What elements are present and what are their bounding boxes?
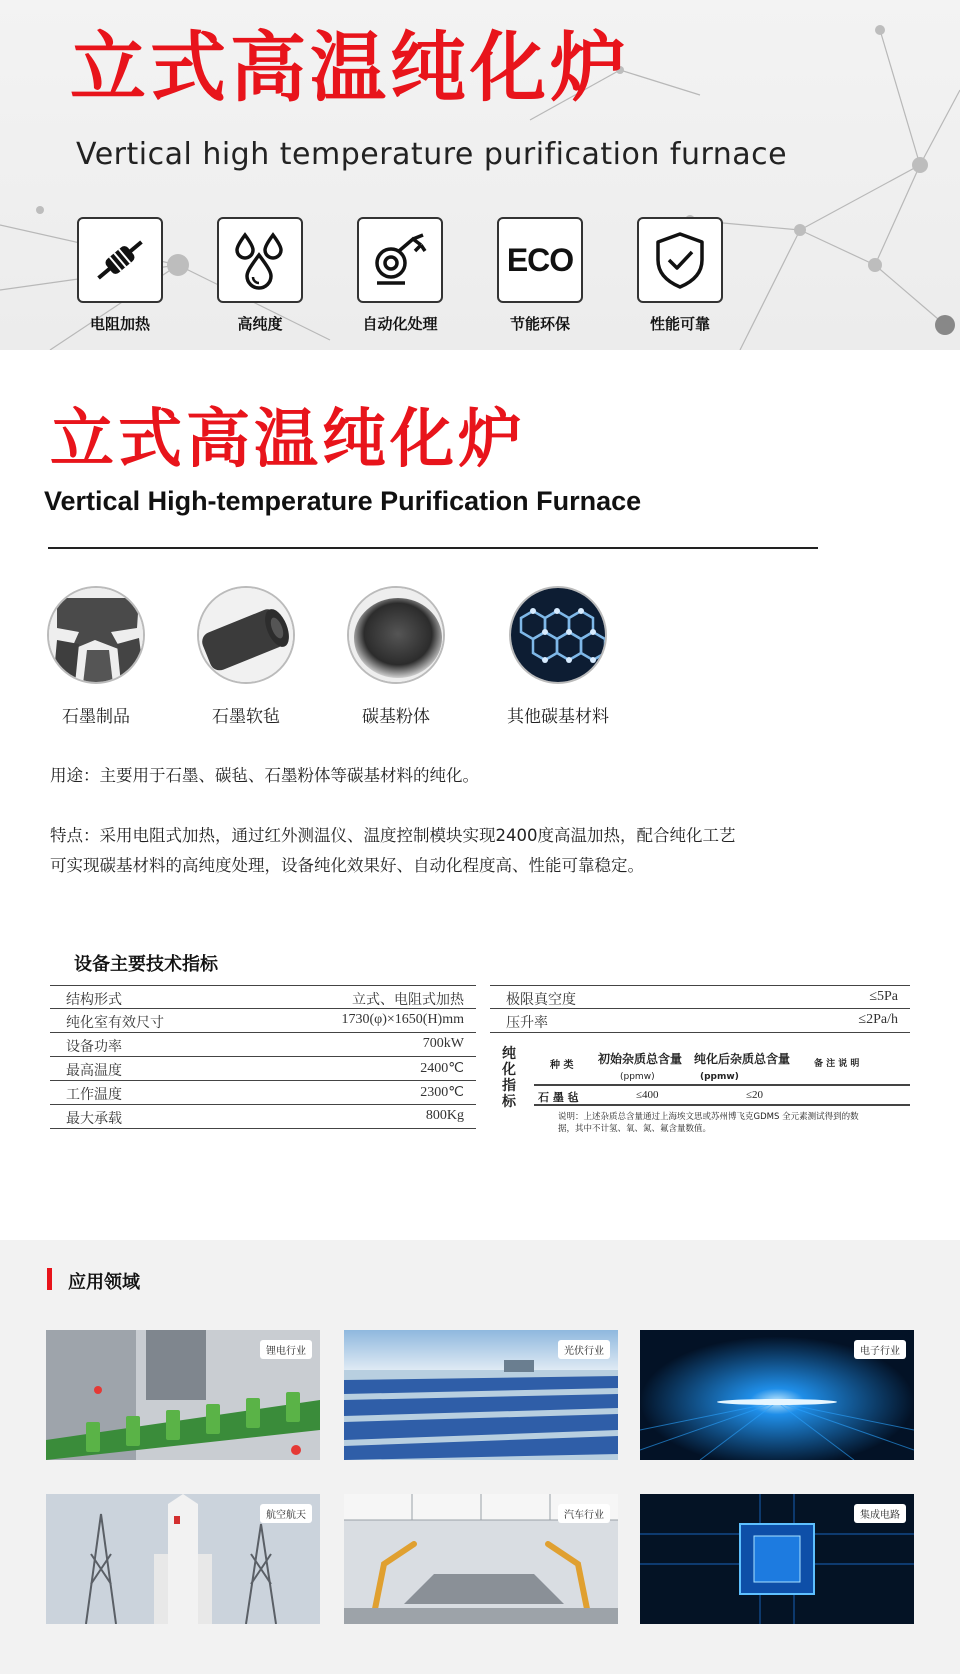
material-graphite-felt	[176, 586, 316, 727]
spec-key: 设备功率	[66, 1040, 122, 1055]
feature-eco	[480, 217, 600, 334]
purity-col-type: 种 类	[550, 1060, 574, 1071]
specs-table-right	[490, 985, 910, 1033]
specs-table-left	[50, 985, 476, 1129]
table-row	[490, 1009, 910, 1033]
spec-key: 结构形式	[66, 993, 122, 1008]
robot-arm-icon	[357, 217, 443, 303]
resistor-icon	[77, 217, 163, 303]
table-row	[50, 1057, 476, 1081]
purity-col-initial: 初始杂质总含量	[598, 1052, 683, 1066]
material-graphite-products	[26, 586, 166, 727]
spec-value: 800Kg	[425, 1108, 464, 1123]
product-title: 立式高温纯化炉	[50, 403, 526, 477]
spec-key: 纯化室有效尺寸	[66, 1016, 164, 1031]
feature-label: 高纯度	[237, 315, 283, 333]
spec-value: ≤5Pa	[869, 989, 898, 1004]
feature-reliability	[620, 217, 740, 334]
table-row	[50, 985, 476, 1009]
feature-label: 节能环保	[509, 315, 570, 333]
purity-rule-top	[534, 1084, 910, 1086]
spec-key: 压升率	[506, 1016, 548, 1031]
section-accent-bar	[47, 1268, 52, 1290]
purity-note-line2: 据，其中不计氢、氧、氮、氟含量数值。	[558, 1124, 712, 1134]
specs-title: 设备主要技术指标	[74, 954, 218, 975]
application-title: 应用领域	[68, 1272, 140, 1293]
material-label: 碳基粉体	[362, 707, 430, 727]
carbon-powder-image	[347, 586, 445, 684]
app-tile-photovoltaic[interactable]	[344, 1330, 618, 1460]
table-row	[50, 1081, 476, 1105]
hero-title: 立式高温纯化炉	[70, 23, 630, 112]
purity-side-label: 纯化指标	[502, 1046, 516, 1110]
feature-automation	[340, 217, 460, 334]
material-other-carbon	[488, 586, 628, 727]
tile-tag: 集成电路	[854, 1504, 906, 1523]
purity-col-after: 纯化后杂质总含量	[694, 1052, 791, 1066]
material-label: 石墨软毡	[212, 707, 280, 727]
spec-value: 2300℃	[420, 1085, 464, 1100]
table-row	[50, 1009, 476, 1033]
hero-banner	[0, 0, 960, 350]
eco-icon	[497, 217, 583, 303]
usage-text: 用途：主要用于石墨、碳毡、石墨粉体等碳基材料的纯化。	[50, 766, 479, 785]
purity-row-type: 石 墨 毡	[538, 1091, 579, 1104]
eco-text: ECO	[506, 241, 574, 278]
product-subtitle: Vertical High-temperature Purification Furnace	[44, 486, 642, 516]
features-text-line1: 特点：采用电阻式加热，通过红外测温仪、温度控制模块实现2400度高温加热，配合纯化工艺	[50, 826, 736, 845]
table-row	[50, 1033, 476, 1057]
purity-row-initial: ≤400	[636, 1089, 659, 1101]
purity-col-note: 备 注 说 明	[814, 1059, 860, 1069]
tile-tag: 光伏行业	[558, 1340, 610, 1359]
feature-label: 性能可靠	[649, 315, 710, 333]
feature-high-purity	[200, 217, 320, 334]
app-tile-lithium[interactable]	[46, 1330, 320, 1460]
spec-value: 1730(φ)×1650(H)mm	[341, 1012, 464, 1027]
tile-tag: 锂电行业	[260, 1340, 312, 1359]
app-tile-aerospace[interactable]	[46, 1494, 320, 1624]
app-tile-electronics[interactable]	[640, 1330, 914, 1460]
feature-resistance-heating	[60, 217, 180, 334]
features-text-line2: 可实现碳基材料的高纯度处理，设备纯化效果好、自动化程度高、性能可靠稳定。	[50, 856, 644, 875]
spec-value: 立式、电阻式加热	[352, 993, 464, 1008]
purity-index-block	[490, 1036, 910, 1146]
spec-value: ≤2Pa/h	[858, 1012, 898, 1027]
spec-key: 工作温度	[66, 1088, 122, 1103]
spec-value: 700kW	[422, 1036, 464, 1051]
droplets-icon	[217, 217, 303, 303]
spec-key: 最大承载	[66, 1112, 122, 1127]
material-label: 其他碳基材料	[507, 707, 609, 727]
material-carbon-powder	[326, 586, 466, 727]
app-tile-ic[interactable]	[640, 1494, 914, 1624]
tile-tag: 汽车行业	[558, 1504, 610, 1523]
app-tile-automotive[interactable]	[344, 1494, 618, 1624]
divider	[48, 547, 818, 549]
spec-value: 2400℃	[420, 1061, 464, 1076]
table-row	[490, 985, 910, 1009]
graphene-image	[509, 586, 607, 684]
spec-key: 最高温度	[66, 1064, 122, 1079]
tile-tag: 航空航天	[260, 1504, 312, 1523]
purity-unit-after: (ppmw)	[700, 1072, 739, 1082]
hero-subtitle: Vertical high temperature purification furnace	[76, 137, 788, 172]
purity-unit-initial: (ppmw)	[620, 1072, 655, 1082]
shield-check-icon	[637, 217, 723, 303]
tile-tag: 电子行业	[854, 1340, 906, 1359]
graphite-products-image	[47, 586, 145, 684]
purity-note-line1: 说明：上述杂质总含量通过上海埃文思或苏州博飞克GDMS 全元素测试得到的数	[558, 1112, 859, 1122]
graphite-felt-image	[197, 586, 295, 684]
feature-label: 电阻加热	[89, 315, 150, 333]
spec-key: 极限真空度	[506, 993, 576, 1008]
table-row	[50, 1105, 476, 1129]
purity-row-after: ≤20	[746, 1089, 764, 1101]
purity-rule-bottom	[534, 1104, 910, 1106]
material-label: 石墨制品	[62, 707, 130, 727]
feature-label: 自动化处理	[362, 315, 438, 333]
